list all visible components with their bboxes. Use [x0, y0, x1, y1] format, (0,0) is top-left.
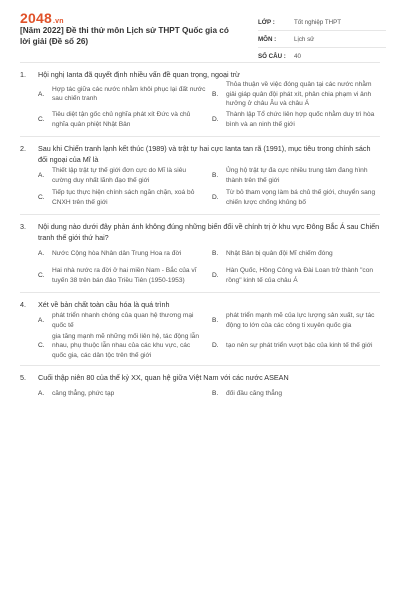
option-letter: C. [38, 193, 45, 201]
info-row-class [258, 14, 386, 31]
question-item [20, 63, 380, 137]
answer-option[interactable] [212, 332, 380, 361]
answer-option[interactable] [212, 243, 380, 265]
question-number: 5. [20, 373, 26, 382]
answer-option[interactable] [38, 332, 206, 361]
question-item [20, 215, 380, 293]
question-text: Cuối thập niên 80 của thế kỷ XX, quan hệ giữa Việt Nam với các nước ASEAN [38, 373, 289, 382]
answer-option[interactable] [38, 265, 206, 287]
option-letter: D. [212, 193, 219, 201]
question-text: Sau khi Chiến tranh lạnh kết thúc (1989) và trật tự hai cực Ianta tan rã (1991), mục tiêu trong chính sách đối ngoại của Mĩ là [38, 143, 371, 164]
option-text: Từ bỏ tham vọng làm bá chủ thế giới, chuyển sang chiến lược chống khủng bố [226, 189, 376, 206]
logo-text: 2048 [20, 10, 52, 26]
answer-options [38, 310, 380, 361]
answer-option[interactable] [38, 243, 206, 265]
info-value: 40 [294, 52, 301, 60]
option-letter: A. [38, 90, 45, 98]
answer-option[interactable] [38, 109, 206, 131]
option-text: Thành lập Tổ chức liên hợp quốc nhằm duy trì hòa bình và an ninh thế giới [226, 111, 375, 128]
answer-options [38, 383, 380, 405]
question-header [20, 372, 380, 383]
site-logo[interactable] [20, 10, 64, 26]
answer-options [38, 243, 380, 287]
answer-option[interactable] [38, 383, 206, 405]
option-letter: A. [38, 390, 45, 398]
question-item [20, 366, 380, 405]
question-number: 1. [20, 70, 26, 79]
info-label: LỚP : [258, 18, 275, 26]
option-letter: B. [212, 90, 219, 98]
option-text: căng thẳng, phức tạp [52, 390, 115, 398]
option-text: Nước Cộng hòa Nhân dân Trung Hoa ra đời [52, 249, 182, 257]
answer-option[interactable] [212, 80, 380, 109]
question-header [20, 221, 380, 243]
answer-option[interactable] [212, 383, 380, 405]
option-letter: D. [212, 271, 219, 279]
option-letter: C. [38, 271, 45, 279]
question-header [20, 299, 380, 310]
option-letter: D. [212, 342, 219, 349]
option-text: phát triển mạnh mẽ của lực lượng sản xuất, sự tác động to lớn của các công ti xuyên quốc gia [226, 312, 375, 329]
option-text: gia tăng mạnh mẽ những mối liên hệ, tác động lẫn nhau, phụ thuộc lẫn nhau của các khu vực, các quốc gia, các dân tộc trên thế giới [52, 332, 200, 359]
option-letter: C. [38, 115, 45, 123]
answer-option[interactable] [38, 310, 206, 332]
option-text: phát triển nhanh chóng của quan hệ thương mại quốc tế [52, 312, 194, 329]
question-number: 3. [20, 221, 26, 231]
option-letter: C. [38, 342, 45, 349]
question-header [20, 143, 380, 165]
option-text: đối đầu căng thẳng [226, 390, 283, 398]
question-number: 4. [20, 299, 26, 309]
answer-option[interactable] [38, 80, 206, 109]
question-list [20, 63, 380, 405]
answer-option[interactable] [212, 187, 380, 209]
option-letter: D. [212, 115, 219, 123]
info-row-subject [258, 31, 386, 48]
option-text: Nhật Bản bị quân đội Mĩ chiếm đóng [226, 249, 333, 257]
option-letter: A. [38, 171, 45, 179]
answer-option[interactable] [212, 265, 380, 287]
answer-option[interactable] [212, 109, 380, 131]
answer-option[interactable] [38, 165, 206, 187]
option-text: Tiếp tục thực hiện chính sách ngăn chặn, xoá bỏ CNXH trên thế giới [52, 189, 195, 206]
option-letter: B. [212, 390, 219, 398]
question-text: Hội nghị Ianta đã quyết định nhiều vấn đề quan trọng, ngoại trừ [38, 70, 240, 79]
exam-header [20, 0, 380, 63]
option-text: Hợp tác giữa các nước nhằm khôi phục lại đất nước sau chiến tranh [52, 85, 206, 103]
option-text: tạo nên sự phát triển vượt bậc của kinh tế thế giới [226, 342, 373, 349]
info-value: Tốt nghiệp THPT [294, 18, 342, 26]
option-letter: B. [212, 316, 219, 324]
question-header [20, 69, 380, 80]
option-letter: A. [38, 249, 45, 257]
info-label: SỐ CÂU : [258, 52, 286, 60]
logo-suffix: .vn [52, 18, 64, 25]
question-text: Nội dung nào dưới đây phản ánh không đúng những biến đổi về chính trị ở khu vực Đông Bắc Á sau Chiến tranh thế giới thứ hai? [38, 221, 380, 242]
option-text: Tiêu diệt tận gốc chủ nghĩa phát xít Đức và chủ nghĩa quân phiệt Nhật Bản [52, 111, 191, 128]
option-text: Thiết lập trật tự thế giới đơn cực do Mĩ là siêu cường duy nhất lãnh đạo thế giới [52, 167, 187, 184]
option-text: Thỏa thuận về việc đóng quân tại các nước nhằm giải giáp quân đội phát xít, phân chia phạm vi ảnh hưởng ở châu Âu và châu Á [226, 81, 372, 107]
option-text: Hàn Quốc, Hồng Công và Đài Loan trở thành "con rồng" kinh tế của châu Á [226, 267, 374, 284]
question-text: Xét về bản chất toàn cầu hóa là quá trình [38, 299, 170, 309]
exam-title: [Năm 2022] Đề thi thử môn Lịch sử THPT Quốc gia có lời giải (Đề số 26) [20, 26, 229, 46]
option-text: Hai nhà nước ra đời ở hai miền Nam - Bắc của vĩ tuyến 38 trên bán đảo Triều Tiên (1950-1953) [52, 267, 197, 284]
option-text: Ủng hộ trật tự đa cực nhiều trung tâm đang hình thành trên thế giới [226, 167, 368, 184]
answer-options [38, 80, 380, 131]
option-letter: B. [212, 249, 219, 257]
question-item [20, 137, 380, 215]
answer-option[interactable] [212, 165, 380, 187]
info-row-count [258, 48, 386, 64]
question-number: 2. [20, 143, 26, 153]
answer-option[interactable] [38, 187, 206, 209]
option-letter: B. [212, 171, 219, 179]
question-item [20, 293, 380, 367]
answer-option[interactable] [212, 310, 380, 332]
option-letter: A. [38, 316, 45, 324]
info-value: Lịch sử [294, 35, 315, 43]
exam-info-table [258, 14, 386, 64]
answer-options [38, 165, 380, 209]
info-label: MÔN : [258, 35, 277, 43]
